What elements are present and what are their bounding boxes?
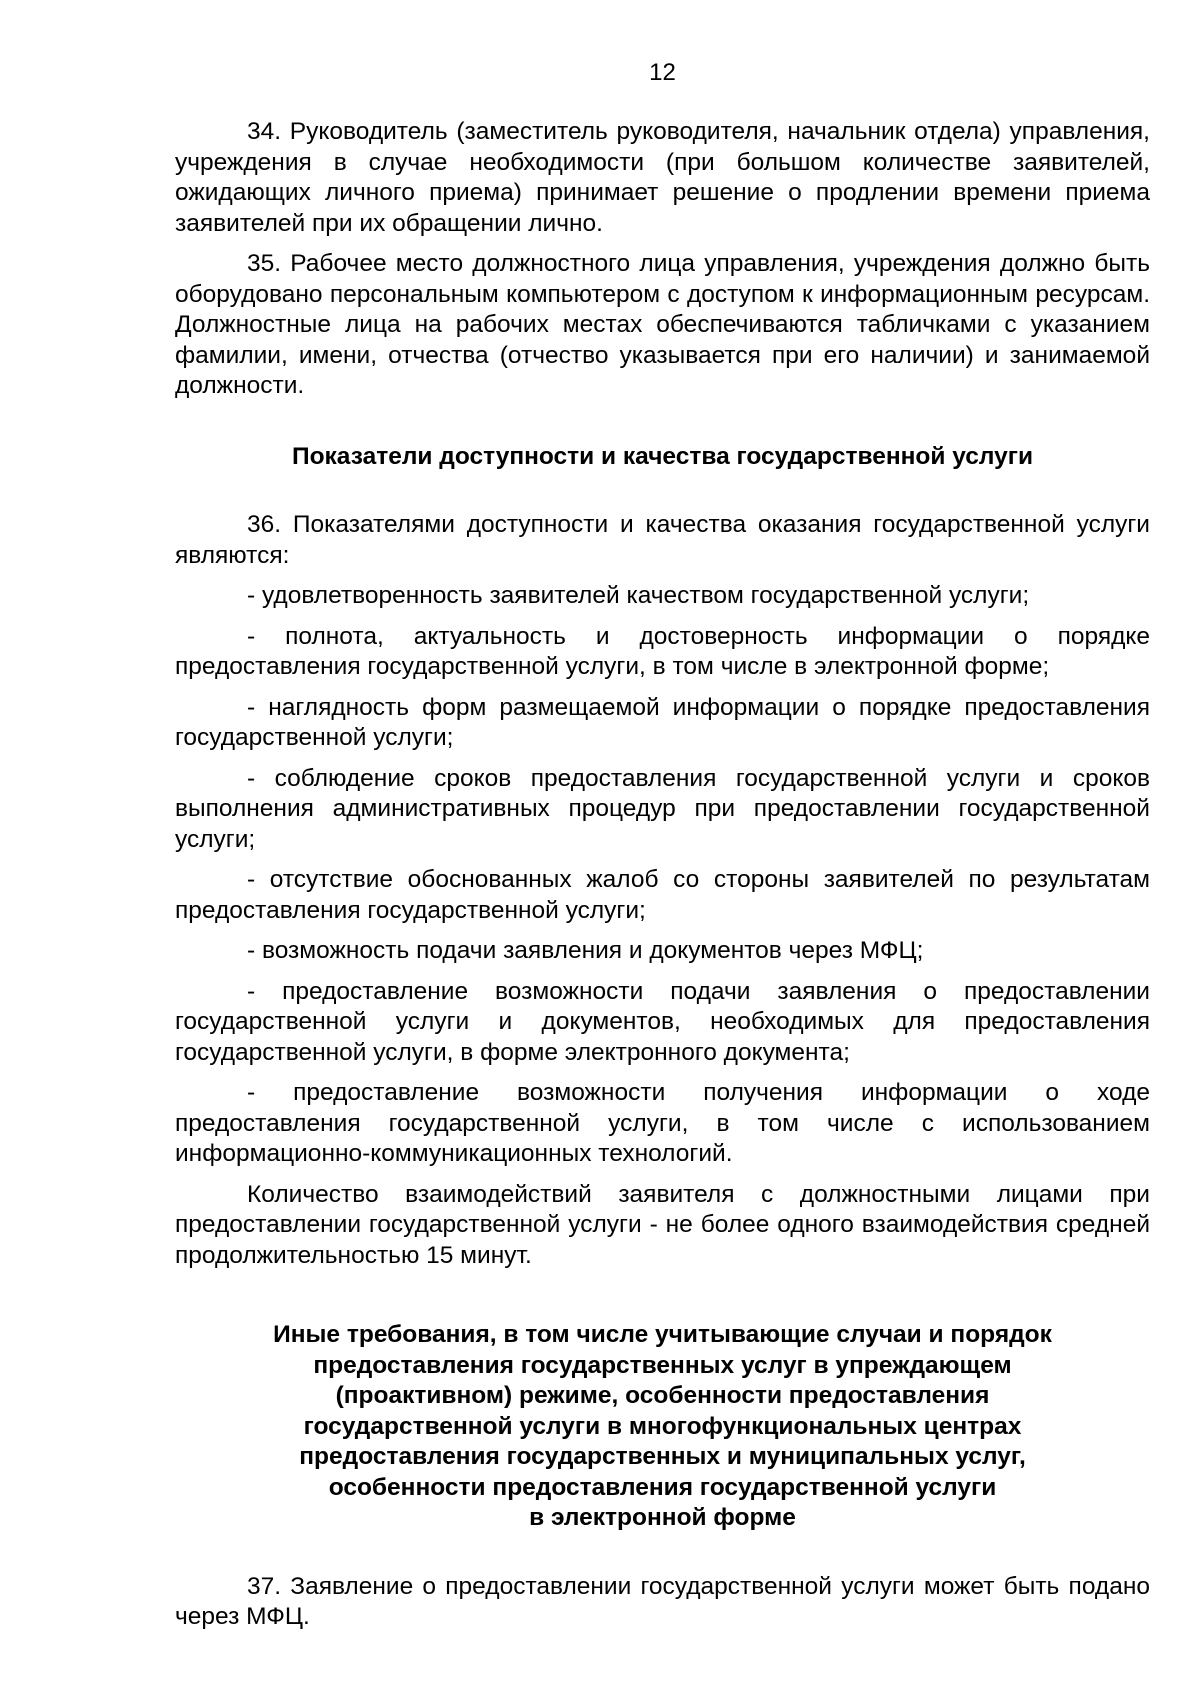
list-item-no-complaints: - отсутствие обоснованных жалоб со стороны заявителей по результатам предоставления государственной услуги; [175, 866, 1150, 924]
paragraph-36: 36. Показателями доступности и качества оказания государственной услуги являются: [175, 511, 1150, 569]
list-item-deadlines: - соблюдение сроков предоставления государственной услуги и сроков выполнения административных процедур при предоставлении государственной услуги; [175, 764, 1150, 853]
heading-line: (проактивном) режиме, особенности предоставления [335, 1382, 990, 1409]
heading-line: Иные требования, в том числе учитывающие случаи и порядок [273, 1321, 1052, 1348]
heading-line: особенности предоставления государственной услуги [328, 1473, 997, 1501]
paragraph-interactions: Количество взаимодействий заявителя с должностными лицами при предоставлении государственной услуги - не более одного взаимодействия средней продолжительностью 15 минут. [175, 1180, 1150, 1269]
list-item-electronic-submission: - предоставление возможности подачи заявления о предоставлении государственной услуги и документов, необходимых для предоставления государственной услуги, в форме электронного документа; [175, 977, 1150, 1066]
document-body [175, 117, 1150, 1633]
list-item-progress-info: - предоставление возможности получения информации о ходе предоставления государственной услуги, в том числе с использованием информационно-коммуникационных технологий. [175, 1079, 1150, 1167]
paragraph-35: 35. Рабочее место должностного лица управления, учреждения должно быть оборудовано персональным компьютером с доступом к информационным ресурсам. Должностные лица на рабочих местах обеспечиваются табличками с указанием фамилии, имени, отчества (отчество указывается при его наличии) и занимаемой должности. [175, 250, 1150, 399]
paragraph-37: 37. Заявление о предоставлении государственной услуги может быть подано через МФЦ. [175, 1572, 1150, 1630]
list-item-clarity: - наглядность форм размещаемой информации о порядке предоставления государственной услуги; [175, 693, 1150, 751]
heading-line: государственной услуги в многофункциональных центрах [303, 1412, 1022, 1440]
list-item-mfc: - возможность подачи заявления и документов через МФЦ; [247, 937, 924, 964]
list-item-completeness: - полнота, актуальность и достоверность информации о порядке предоставления государственной услуги, в том числе в электронной форме; [175, 622, 1150, 680]
heading-line: предоставления государственных и муниципальных услуг, [299, 1443, 1026, 1470]
list-item-satisfaction: - удовлетворенность заявителей качеством государственной услуги; [247, 582, 1030, 609]
heading-line: предоставления государственных услуг в упреждающем [313, 1351, 1012, 1379]
section-heading-other-requirements [175, 1320, 1150, 1534]
paragraph-34: 34. Руководитель (заместитель руководителя, начальник отдела) управления, учреждения в случае необходимости (при большом количестве заявителей, ожидающих личного приема) принимает решение о продлении времени приема заявителей при их обращении лично. [175, 118, 1150, 237]
document-page [175, 0, 1150, 1697]
section-heading-accessibility: Показатели доступности и качества государственной услуги [291, 442, 1034, 470]
heading-line: в электронной форме [529, 1504, 796, 1531]
page-number: 12 [649, 59, 676, 86]
